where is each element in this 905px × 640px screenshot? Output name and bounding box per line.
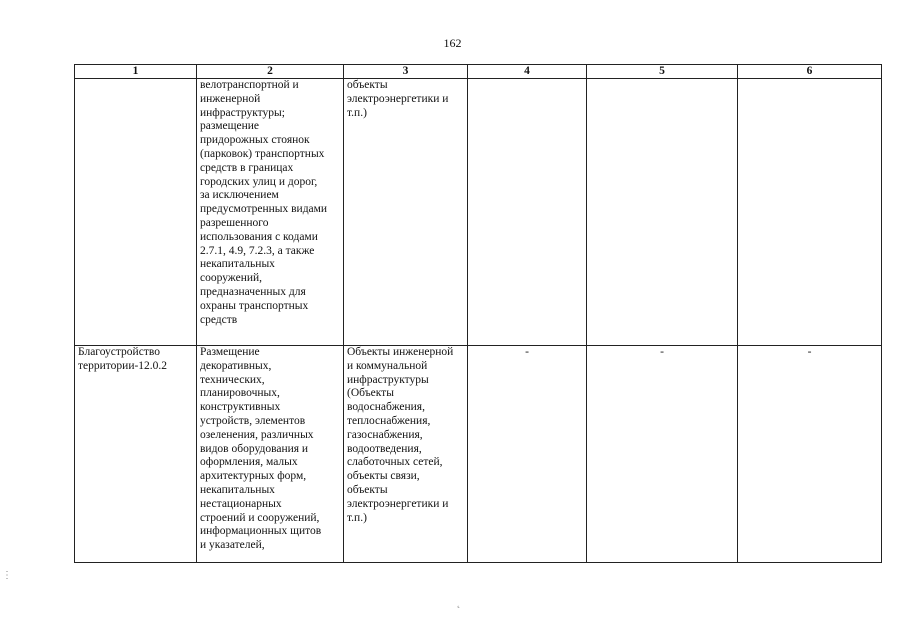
cell-col-5: - bbox=[587, 346, 738, 563]
cell-col-4: - bbox=[468, 346, 587, 563]
cell-use-name bbox=[75, 79, 197, 346]
column-header-6: 6 bbox=[738, 65, 882, 79]
cell-col-6 bbox=[738, 79, 882, 346]
cell-use-description: велотранспортной и инженерной инфраструктуры; размещение придорожных стоянок (парковок) транспортных средств в границах городских улиц и дорог, за исключением предусмотренных видами разрешенного использования с кодами 2.7.1, 4.9, 7.2.3, а также некапитальных сооружений, предназначенных для охраны транспортных средств bbox=[197, 79, 344, 346]
column-header-5: 5 bbox=[587, 65, 738, 79]
column-header-4: 4 bbox=[468, 65, 587, 79]
cell-auxiliary-use: объекты электроэнергетики и т.п.) bbox=[344, 79, 468, 346]
cell-col-6: - bbox=[738, 346, 882, 563]
cell-use-name: Благоустройство территории-12.0.2 bbox=[75, 346, 197, 563]
page-number: 162 bbox=[443, 36, 462, 50]
table-header-row bbox=[75, 65, 882, 79]
scan-artifact: ⋮ bbox=[2, 570, 12, 581]
table-row bbox=[75, 79, 882, 346]
column-header-2: 2 bbox=[197, 65, 344, 79]
scan-artifact: ˛ bbox=[457, 598, 461, 609]
column-header-1: 1 bbox=[75, 65, 197, 79]
table-row bbox=[75, 346, 882, 563]
cell-auxiliary-use: Объекты инженерной и коммунальной инфраструктуры (Объекты водоснабжения, теплоснабжения, газоснабжения, водоотведения, слаботочных сетей, объекты связи, объекты электроэнергетики и т.п.) bbox=[344, 346, 468, 563]
cell-use-description: Размещение декоративных, технических, планировочных, конструктивных устройств, элементов озеленения, различных видов оборудования и оформления, малых архитектурных форм, некапитальных нестационарных строений и сооружений, информационных щитов и указателей, bbox=[197, 346, 344, 563]
column-header-3: 3 bbox=[344, 65, 468, 79]
zoning-table bbox=[74, 64, 882, 563]
cell-col-4 bbox=[468, 79, 587, 346]
cell-col-5 bbox=[587, 79, 738, 346]
